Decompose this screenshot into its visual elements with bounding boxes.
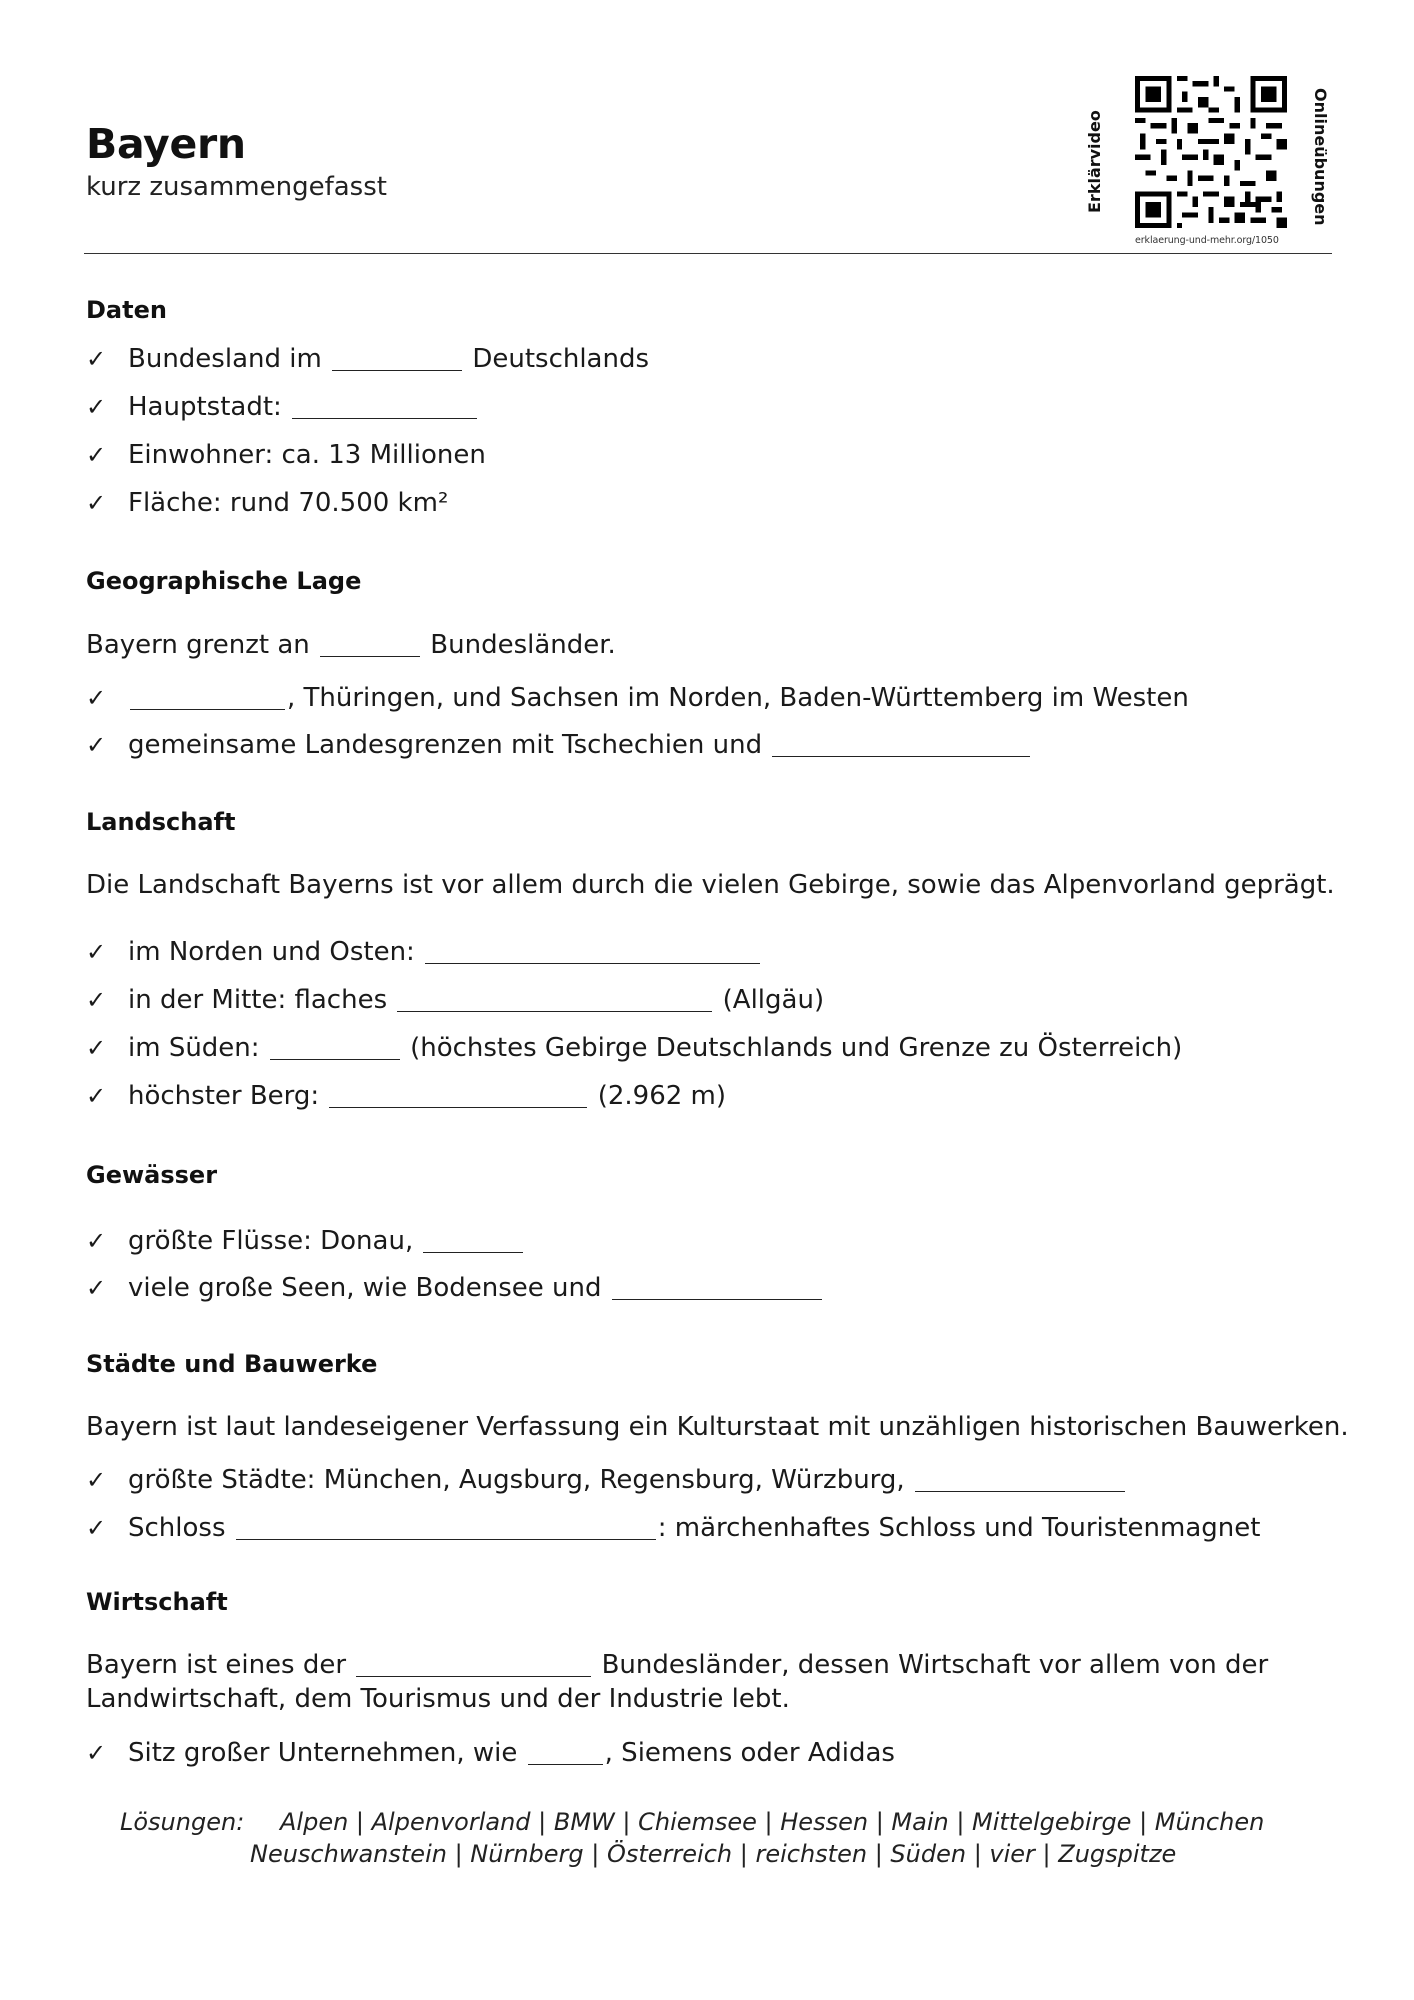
checkmark-icon: ✓	[86, 1514, 107, 1542]
list-item: ✓ Hauptstadt:	[86, 389, 479, 425]
section-heading-wirtschaft: Wirtschaft	[86, 1588, 228, 1616]
blank-field[interactable]	[270, 1037, 400, 1060]
blank-field[interactable]	[130, 687, 285, 710]
solutions-line-1: Alpen | Alpenvorland | BMW | Chiemsee | Hessen | Main | Mittelgebirge | München	[280, 1808, 1265, 1836]
checkmark-icon: ✓	[86, 938, 107, 966]
checkmark-icon: ✓	[86, 1227, 107, 1255]
list-item: ✓ viele große Seen, wie Bodensee und	[86, 1270, 824, 1306]
paragraph: Bayern ist eines der Bundesländer, dessen Wirtschaft vor allem von der	[86, 1650, 1269, 1680]
solutions-line-2: Neuschwanstein | Nürnberg | Österreich | reichsten | Süden | vier | Zugspitze	[250, 1840, 1177, 1868]
checkmark-icon: ✓	[86, 731, 107, 759]
paragraph: Die Landschaft Bayerns ist vor allem durch die vielen Gebirge, sowie das Alpenvorland geprägt.	[86, 870, 1335, 900]
checkmark-icon: ✓	[86, 1739, 107, 1767]
checkmark-icon: ✓	[86, 1082, 107, 1110]
list-item: ✓ Bundesland im Deutschlands	[86, 344, 650, 374]
blank-field[interactable]	[292, 396, 477, 419]
list-item: ✓ Fläche: rund 70.500 km²	[86, 488, 449, 518]
solutions-box	[120, 1806, 1340, 1870]
blank-field[interactable]	[356, 1654, 591, 1677]
list-item: ✓ im Norden und Osten:	[86, 934, 762, 970]
section-heading-staedte: Städte und Bauwerke	[86, 1350, 378, 1378]
section-heading-lage: Geographische Lage	[86, 567, 362, 595]
list-item: ✓ , Thüringen, und Sachsen im Norden, Baden-Württemberg im Westen	[86, 683, 1189, 713]
qr-code-icon[interactable]	[1133, 76, 1289, 228]
page-subtitle: kurz zusammengefasst	[86, 172, 387, 202]
blank-field[interactable]	[612, 1277, 822, 1300]
blank-field[interactable]	[423, 1230, 523, 1253]
checkmark-icon: ✓	[86, 489, 107, 517]
checkmark-icon: ✓	[86, 1034, 107, 1062]
checkmark-icon: ✓	[86, 345, 107, 373]
checkmark-icon: ✓	[86, 393, 107, 421]
list-item: ✓ Einwohner: ca. 13 Millionen	[86, 440, 486, 470]
qr-video-label[interactable]: Erklärvideo	[1085, 110, 1104, 213]
checkmark-icon: ✓	[86, 684, 107, 712]
blank-field[interactable]	[332, 348, 462, 371]
section-heading-landschaft: Landschaft	[86, 808, 236, 836]
blank-field[interactable]	[772, 734, 1030, 757]
checkmark-icon: ✓	[86, 1466, 107, 1494]
qr-exercises-label[interactable]: Onlineübungen	[1311, 88, 1330, 226]
page-title: Bayern	[86, 120, 246, 168]
qr-url-text[interactable]: erklaerung-und-mehr.org/1050	[1135, 235, 1279, 246]
list-item: ✓ größte Flüsse: Donau,	[86, 1223, 525, 1259]
blank-field[interactable]	[329, 1085, 587, 1108]
blank-field[interactable]	[320, 634, 420, 657]
paragraph: Bayern ist laut landeseigener Verfassung ein Kulturstaat mit unzähligen historischen Bauwerken.	[86, 1412, 1349, 1442]
blank-field[interactable]	[425, 941, 760, 964]
section-heading-daten: Daten	[86, 296, 167, 324]
paragraph: Bayern grenzt an Bundesländer.	[86, 630, 616, 660]
checkmark-icon: ✓	[86, 986, 107, 1014]
list-item: ✓ Schloss : märchenhaftes Schloss und Touristenmagnet	[86, 1513, 1261, 1543]
paragraph: Landwirtschaft, dem Tourismus und der Industrie lebt.	[86, 1684, 790, 1714]
list-item: ✓ in der Mitte: flaches (Allgäu)	[86, 985, 825, 1015]
list-item: ✓ gemeinsame Landesgrenzen mit Tschechien und	[86, 727, 1032, 763]
blank-field[interactable]	[236, 1517, 656, 1540]
list-item: ✓ im Süden: (höchstes Gebirge Deutschlands und Grenze zu Österreich)	[86, 1033, 1183, 1063]
blank-field[interactable]	[397, 989, 712, 1012]
checkmark-icon: ✓	[86, 1274, 107, 1302]
list-item: ✓ größte Städte: München, Augsburg, Regensburg, Würzburg,	[86, 1462, 1127, 1498]
list-item: ✓ Sitz großer Unternehmen, wie , Siemens oder Adidas	[86, 1738, 895, 1768]
solutions-label: Lösungen:	[120, 1808, 245, 1836]
list-item: ✓ höchster Berg: (2.962 m)	[86, 1081, 727, 1111]
checkmark-icon: ✓	[86, 441, 107, 469]
section-heading-gewaesser: Gewässer	[86, 1161, 218, 1189]
header-divider	[84, 253, 1332, 254]
blank-field[interactable]	[528, 1742, 603, 1765]
blank-field[interactable]	[915, 1469, 1125, 1492]
